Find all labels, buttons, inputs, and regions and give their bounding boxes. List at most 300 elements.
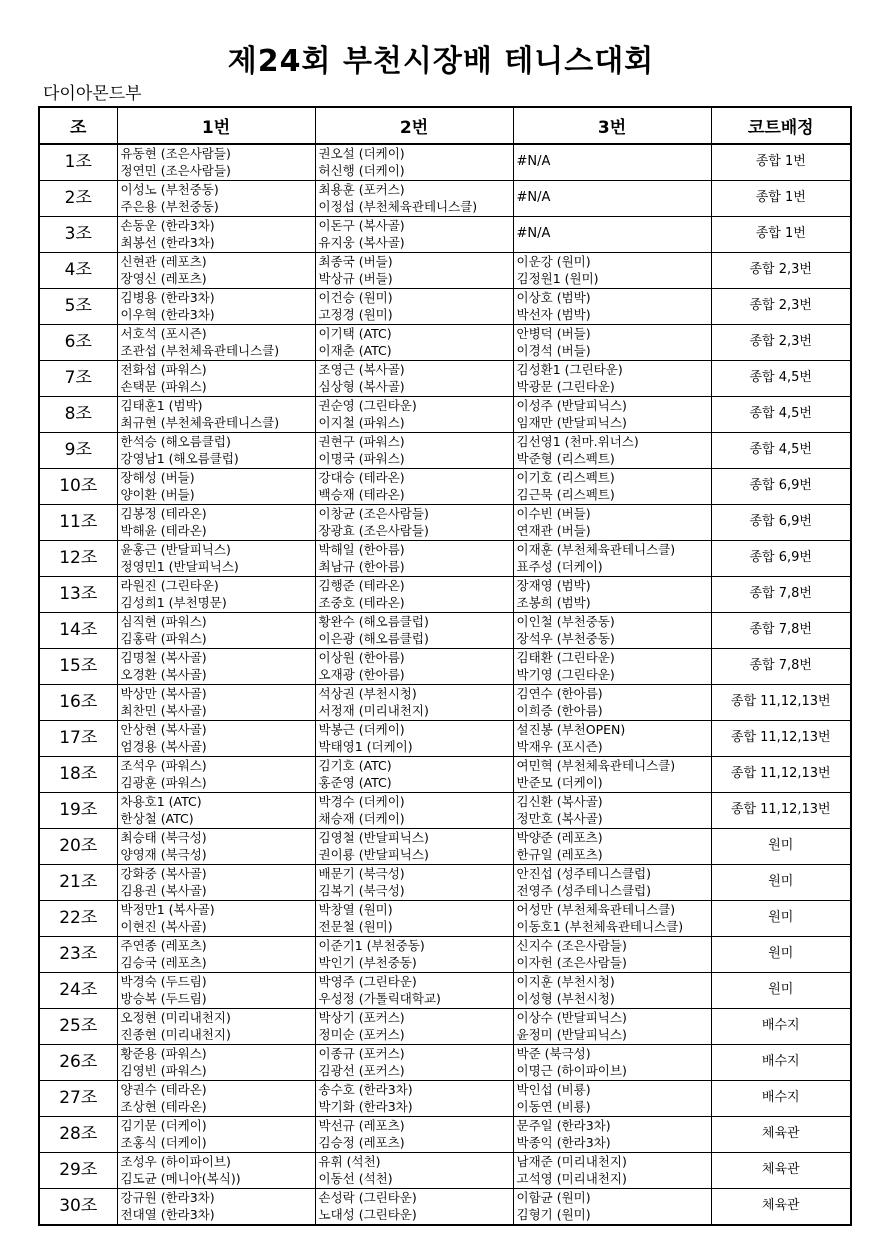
player-name: 설진봉 (부천OPEN): [516, 722, 626, 737]
slot-1-team: [117, 469, 315, 505]
player-name: 이현진 (복사골): [120, 918, 207, 934]
court-assignment: 종합 4,5번: [711, 433, 851, 469]
slot-2-team: [315, 433, 513, 469]
slot-2-team: [315, 793, 513, 829]
player-name: 이동선 (석천): [318, 1170, 393, 1186]
slot-1-team: [117, 757, 315, 793]
slot-1-team: [117, 721, 315, 757]
player-name: 김홍락 (파워스): [120, 630, 207, 646]
page-title: 제24회 부천시장배 테니스대회: [227, 44, 655, 79]
slot-3-team: [513, 469, 711, 505]
player-name: 김명철 (복사골): [120, 650, 207, 665]
slot-3-team: [513, 1081, 711, 1117]
slot-1-team: [117, 397, 315, 433]
player-name: 이운강 (원미): [516, 254, 591, 269]
player-name: 조영근 (복사골): [318, 362, 405, 377]
player-name: 박정만1 (복사골): [120, 902, 215, 917]
group-number: 9조: [39, 433, 117, 469]
group-number: 27조: [39, 1081, 117, 1117]
group-number: 29조: [39, 1153, 117, 1189]
group-number: 21조: [39, 865, 117, 901]
slot-2-team: [315, 577, 513, 613]
player-name: 조상현 (테라온): [120, 1098, 207, 1114]
header-slot-2: 2번: [315, 107, 513, 144]
player-name: 연재관 (버들): [516, 522, 591, 538]
player-name: 임재만 (반달피닉스): [516, 414, 627, 430]
table-row: [39, 469, 851, 505]
player-name: 전화섭 (파워스): [120, 362, 207, 377]
group-number: 4조: [39, 253, 117, 289]
player-name: 최남규 (한아름): [318, 558, 405, 574]
player-name: 이수빈 (버들): [516, 506, 591, 521]
slot-3-team: [513, 865, 711, 901]
player-name: 박광문 (그린타운): [516, 378, 615, 394]
slot-2-team: [315, 1153, 513, 1189]
player-name: 이동연 (비룡): [516, 1098, 591, 1114]
court-assignment: 종합 1번: [711, 181, 851, 217]
player-name: 박선규 (레포츠): [318, 1118, 405, 1133]
group-number: 10조: [39, 469, 117, 505]
player-name: 전영주 (성주테니스클럽): [516, 882, 651, 898]
player-name: 서정재 (미리내천지): [318, 702, 429, 718]
player-name: 조성우 (하이파이브): [120, 1154, 231, 1169]
player-name: 남재준 (미리내천지): [516, 1154, 627, 1169]
court-assignment: 배수지: [711, 1045, 851, 1081]
slot-1-team: [117, 937, 315, 973]
player-name: 김성희1 (부천명문): [120, 594, 227, 610]
slot-2-team: [315, 829, 513, 865]
court-assignment: 종합 4,5번: [711, 397, 851, 433]
table-row: [39, 865, 851, 901]
court-assignment: 종합 4,5번: [711, 361, 851, 397]
slot-1-team: [117, 649, 315, 685]
player-name: 한규일 (레포츠): [516, 846, 603, 862]
player-name: 박상규 (버들): [318, 270, 393, 286]
player-name: 오정현 (미리내천지): [120, 1010, 231, 1025]
player-name: 진종현 (미리내천지): [120, 1026, 231, 1042]
player-name: 박상기 (포커스): [318, 1010, 405, 1025]
player-name: 김기호 (ATC): [318, 758, 392, 773]
slot-3-team: [513, 1117, 711, 1153]
player-name: 이준기1 (부천중동): [318, 938, 425, 953]
table-row: [39, 901, 851, 937]
table-row: [39, 541, 851, 577]
slot-2-team: [315, 361, 513, 397]
slot-2-team: [315, 973, 513, 1009]
player-name: 문주일 (한라3차): [516, 1118, 611, 1133]
player-name: 이상수 (반달피닉스): [516, 1010, 627, 1025]
table-row: [39, 361, 851, 397]
player-name: 이창균 (조은사람들): [318, 506, 429, 521]
group-number: 19조: [39, 793, 117, 829]
player-name: 안진섭 (성주테니스클럽): [516, 866, 651, 881]
court-assignment: 종합 6,9번: [711, 505, 851, 541]
player-name: 전대열 (한라3차): [120, 1206, 215, 1222]
slot-2-team: [315, 685, 513, 721]
player-name: 김선영1 (천마.위너스): [516, 434, 639, 449]
header-slot-3: 3번: [513, 107, 711, 144]
court-assignment: 배수지: [711, 1081, 851, 1117]
player-name: 이동호1 (부천체육관테니스클): [516, 918, 684, 934]
player-name: 황완수 (해오름클럽): [318, 614, 429, 629]
slot-3-team: [513, 1153, 711, 1189]
player-name: 이우혁 (한라3차): [120, 306, 215, 322]
player-name: 박양준 (레포츠): [516, 830, 603, 845]
table-row: [39, 757, 851, 793]
player-name: 고석영 (미리내천지): [516, 1170, 627, 1186]
player-name: 최승태 (북극성): [120, 830, 207, 845]
slot-2-team: [315, 757, 513, 793]
player-name: 박재우 (포시즌): [516, 738, 603, 754]
table-row: [39, 1189, 851, 1226]
slot-3-team: [513, 901, 711, 937]
slot-2-team: [315, 325, 513, 361]
slot-2-team: [315, 253, 513, 289]
player-name: 박준형 (리스펙트): [516, 450, 615, 466]
slot-1-team: [117, 685, 315, 721]
table-row: [39, 721, 851, 757]
player-name: 어성만 (부천체육관테니스클): [516, 902, 676, 917]
slot-1-team: [117, 901, 315, 937]
slot-2-team: [315, 181, 513, 217]
slot-2-team: [315, 1045, 513, 1081]
player-name: 장재영 (범박): [516, 578, 591, 593]
group-number: 22조: [39, 901, 117, 937]
player-name: 권현구 (파워스): [318, 434, 405, 449]
player-name: 박태영1 (더케이): [318, 738, 413, 754]
player-name: 최용훈 (포커스): [318, 182, 405, 197]
player-name: 박선자 (범박): [516, 306, 591, 322]
court-assignment: 체육관: [711, 1153, 851, 1189]
group-number: 2조: [39, 181, 117, 217]
player-name: 이성형 (부천시청): [516, 990, 615, 1006]
group-number: 5조: [39, 289, 117, 325]
table-row: [39, 1081, 851, 1117]
slot-3-team: [513, 253, 711, 289]
group-number: 12조: [39, 541, 117, 577]
player-name: 장광효 (조은사람들): [318, 522, 429, 538]
player-name: 이성주 (반달피닉스): [516, 398, 627, 413]
player-name: 이재춘 (ATC): [318, 342, 392, 358]
slot-1-team: [117, 289, 315, 325]
player-name: 권순영 (그린타운): [318, 398, 417, 413]
slot-3-team: [513, 181, 711, 217]
slot-3-team: [513, 613, 711, 649]
player-name: 전문철 (원미): [318, 918, 393, 934]
player-name: 심직현 (파워스): [120, 614, 207, 629]
slot-1-team: [117, 1153, 315, 1189]
table-row: [39, 1045, 851, 1081]
player-name: 이명국 (파워스): [318, 450, 405, 466]
slot-3-team: [513, 757, 711, 793]
player-name: 송수호 (한라3차): [318, 1082, 413, 1097]
court-assignment: 종합 7,8번: [711, 577, 851, 613]
player-name: 정미순 (포커스): [318, 1026, 405, 1042]
player-name: 박해일 (한아름): [318, 542, 405, 557]
court-assignment: 원미: [711, 937, 851, 973]
group-number: 17조: [39, 721, 117, 757]
table-row: [39, 325, 851, 361]
player-name: 조봉희 (범박): [516, 594, 591, 610]
player-name: 강규원 (한라3차): [120, 1190, 215, 1205]
court-assignment: 배수지: [711, 1009, 851, 1045]
slot-2-team: [315, 865, 513, 901]
slot-1-team: [117, 541, 315, 577]
table-row: [39, 577, 851, 613]
player-name: 이건승 (원미): [318, 290, 393, 305]
player-name: 김신환 (복사골): [516, 794, 603, 809]
table-body: [39, 144, 851, 1225]
player-name: 정만호 (복사골): [516, 810, 603, 826]
table-header-row: [39, 107, 851, 144]
player-name: 조중호 (테라온): [318, 594, 405, 610]
slot-1-team: [117, 613, 315, 649]
slot-2-team: [315, 901, 513, 937]
header-group: 조: [39, 107, 117, 144]
slot-1-team: [117, 433, 315, 469]
slot-1-team: [117, 1081, 315, 1117]
slot-3-team: [513, 649, 711, 685]
group-number: 16조: [39, 685, 117, 721]
court-assignment: 종합 11,12,13번: [711, 757, 851, 793]
player-name: 박상만 (복사골): [120, 686, 207, 701]
court-assignment: 체육관: [711, 1189, 851, 1226]
group-number: 24조: [39, 973, 117, 1009]
player-name: 이함균 (원미): [516, 1190, 591, 1205]
group-number: 30조: [39, 1189, 117, 1226]
player-name: 박인기 (부천중동): [318, 954, 417, 970]
slot-3-team: [513, 793, 711, 829]
slot-3-team: [513, 325, 711, 361]
player-name: 장영신 (레포츠): [120, 270, 207, 286]
player-name: 유동현 (조은사람들): [120, 146, 231, 161]
player-name: #N/A: [516, 226, 551, 242]
table-row: [39, 144, 851, 181]
slot-1-team: [117, 1009, 315, 1045]
player-name: 유지웅 (복사골): [318, 234, 405, 250]
player-name: 이정섭 (부천체육관테니스클): [318, 198, 478, 214]
player-name: 이기택 (ATC): [318, 326, 392, 341]
court-assignment: 종합 1번: [711, 144, 851, 181]
court-assignment: 원미: [711, 973, 851, 1009]
player-name: 이상원 (한아름): [318, 650, 405, 665]
court-assignment: 종합 11,12,13번: [711, 793, 851, 829]
player-name: 강영남1 (해오름클럽): [120, 450, 239, 466]
slot-3-team: [513, 1045, 711, 1081]
player-name: 박종익 (한라3차): [516, 1134, 611, 1150]
table-row: [39, 685, 851, 721]
slot-1-team: [117, 1045, 315, 1081]
court-assignment: 종합 11,12,13번: [711, 685, 851, 721]
player-name: #N/A: [516, 154, 551, 170]
table-row: [39, 649, 851, 685]
table-row: [39, 793, 851, 829]
slot-2-team: [315, 937, 513, 973]
group-number: 25조: [39, 1009, 117, 1045]
group-number: 18조: [39, 757, 117, 793]
slot-1-team: [117, 793, 315, 829]
slot-3-team: [513, 577, 711, 613]
player-name: 고정경 (원미): [318, 306, 393, 322]
player-name: 정연민 (조은사람들): [120, 162, 231, 178]
player-name: 윤홍근 (반달피닉스): [120, 542, 231, 557]
player-name: 반준모 (더케이): [516, 774, 603, 790]
slot-3-team: [513, 1189, 711, 1226]
group-number: 11조: [39, 505, 117, 541]
player-name: 양이환 (버들): [120, 486, 195, 502]
table-row: [39, 1009, 851, 1045]
table-row: [39, 289, 851, 325]
player-name: 김영철 (반달피닉스): [318, 830, 429, 845]
header-slot-1: 1번: [117, 107, 315, 144]
court-assignment: 종합 6,9번: [711, 541, 851, 577]
player-name: 박봉근 (더케이): [318, 722, 405, 737]
slot-2-team: [315, 649, 513, 685]
player-name: 여민혁 (부천체육관테니스클): [516, 758, 676, 773]
slot-1-team: [117, 865, 315, 901]
player-name: 김정원1 (원미): [516, 270, 599, 286]
slot-3-team: [513, 433, 711, 469]
player-name: 이희증 (한아름): [516, 702, 603, 718]
player-name: 윤정미 (반달피닉스): [516, 1026, 627, 1042]
player-name: 이성노 (부천중동): [120, 182, 219, 197]
player-name: 채승재 (더케이): [318, 810, 405, 826]
table-row: [39, 973, 851, 1009]
slot-1-team: [117, 829, 315, 865]
player-name: 양영재 (북극성): [120, 846, 207, 862]
player-name: 주은용 (부천중동): [120, 198, 219, 214]
player-name: 허신행 (더케이): [318, 162, 405, 178]
court-assignment: 종합 7,8번: [711, 649, 851, 685]
player-name: 우성정 (가톨릭대학교): [318, 990, 441, 1006]
court-assignment: 종합 2,3번: [711, 325, 851, 361]
slot-2-team: [315, 217, 513, 253]
court-assignment: 종합 11,12,13번: [711, 721, 851, 757]
group-number: 28조: [39, 1117, 117, 1153]
slot-3-team: [513, 397, 711, 433]
group-number: 13조: [39, 577, 117, 613]
player-name: 서호석 (포시즌): [120, 326, 207, 341]
division-label: 다이아몬드부: [43, 84, 142, 104]
slot-1-team: [117, 217, 315, 253]
player-name: 최봉선 (한라3차): [120, 234, 215, 250]
player-name: 손성락 (그린타운): [318, 1190, 417, 1205]
player-name: 김태환 (그린타운): [516, 650, 615, 665]
player-name: 엄경용 (복사골): [120, 738, 207, 754]
player-name: 이자헌 (조은사람들): [516, 954, 627, 970]
player-name: 손택문 (파워스): [120, 378, 207, 394]
player-name: 조홍식 (더케이): [120, 1134, 207, 1150]
slot-2-team: [315, 505, 513, 541]
slot-3-team: [513, 144, 711, 181]
slot-3-team: [513, 973, 711, 1009]
player-name: 신지수 (조은사람들): [516, 938, 627, 953]
player-name: 방승복 (두드림): [120, 990, 207, 1006]
table-row: [39, 937, 851, 973]
player-name: 정영민1 (반달피닉스): [120, 558, 239, 574]
slot-2-team: [315, 289, 513, 325]
table-row: [39, 397, 851, 433]
player-name: 주연종 (레포츠): [120, 938, 207, 953]
slot-3-team: [513, 685, 711, 721]
player-name: 김병용 (한라3차): [120, 290, 215, 305]
slot-1-team: [117, 181, 315, 217]
player-name: 조관섭 (부천체육관테니스클): [120, 342, 280, 358]
player-name: 박경수 (더케이): [318, 794, 405, 809]
court-assignment: 원미: [711, 865, 851, 901]
slot-2-team: [315, 1189, 513, 1226]
player-name: 박준 (북극성): [516, 1046, 591, 1061]
player-name: 최종국 (버들): [318, 254, 393, 269]
slot-2-team: [315, 469, 513, 505]
player-name: 강대승 (테라온): [318, 470, 405, 485]
player-name: 이돈구 (복사골): [318, 218, 405, 233]
player-name: 박해윤 (테라온): [120, 522, 207, 538]
table-row: [39, 505, 851, 541]
player-name: 이지철 (파워스): [318, 414, 405, 430]
player-name: 손동운 (한라3차): [120, 218, 215, 233]
slot-3-team: [513, 829, 711, 865]
player-name: 김형기 (원미): [516, 1206, 591, 1222]
player-name: 김용권 (복사골): [120, 882, 207, 898]
group-number: 23조: [39, 937, 117, 973]
group-number: 8조: [39, 397, 117, 433]
court-assignment: 종합 2,3번: [711, 253, 851, 289]
court-assignment: 종합 1번: [711, 217, 851, 253]
player-name: 김태훈1 (범박): [120, 398, 203, 413]
group-number: 3조: [39, 217, 117, 253]
player-name: 권오설 (더케이): [318, 146, 405, 161]
player-name: 이지훈 (부천시청): [516, 974, 615, 989]
slot-3-team: [513, 541, 711, 577]
group-number: 14조: [39, 613, 117, 649]
player-name: 강화중 (복사골): [120, 866, 207, 881]
player-name: 유휘 (석천): [318, 1154, 381, 1169]
player-name: 황준용 (파워스): [120, 1046, 207, 1061]
slot-3-team: [513, 289, 711, 325]
slot-1-team: [117, 253, 315, 289]
group-number: 1조: [39, 144, 117, 181]
player-name: 김승정 (레포츠): [318, 1134, 405, 1150]
player-name: 김광선 (포커스): [318, 1062, 405, 1078]
slot-3-team: [513, 937, 711, 973]
player-name: 안상현 (복사골): [120, 722, 207, 737]
player-name: 조석우 (파워스): [120, 758, 207, 773]
table-row: [39, 1153, 851, 1189]
slot-1-team: [117, 1117, 315, 1153]
player-name: 이재훈 (부천체육관테니스클): [516, 542, 676, 557]
court-assignment: 종합 7,8번: [711, 613, 851, 649]
player-name: 김성환1 (그린타운): [516, 362, 623, 377]
player-name: 심상형 (복사골): [318, 378, 405, 394]
player-name: 박기영 (그린타운): [516, 666, 615, 682]
player-name: 박인섭 (비룡): [516, 1082, 591, 1097]
group-number: 26조: [39, 1045, 117, 1081]
slot-1-team: [117, 577, 315, 613]
player-name: 이상호 (범박): [516, 290, 591, 305]
court-assignment: 체육관: [711, 1117, 851, 1153]
player-name: 이명근 (하이파이브): [516, 1062, 627, 1078]
player-name: 박경숙 (두드림): [120, 974, 207, 989]
table-row: [39, 433, 851, 469]
slot-2-team: [315, 1117, 513, 1153]
player-name: 최찬민 (복사골): [120, 702, 207, 718]
player-name: 한상철 (ATC): [120, 810, 194, 826]
slot-2-team: [315, 613, 513, 649]
group-number: 6조: [39, 325, 117, 361]
slot-2-team: [315, 721, 513, 757]
slot-2-team: [315, 541, 513, 577]
